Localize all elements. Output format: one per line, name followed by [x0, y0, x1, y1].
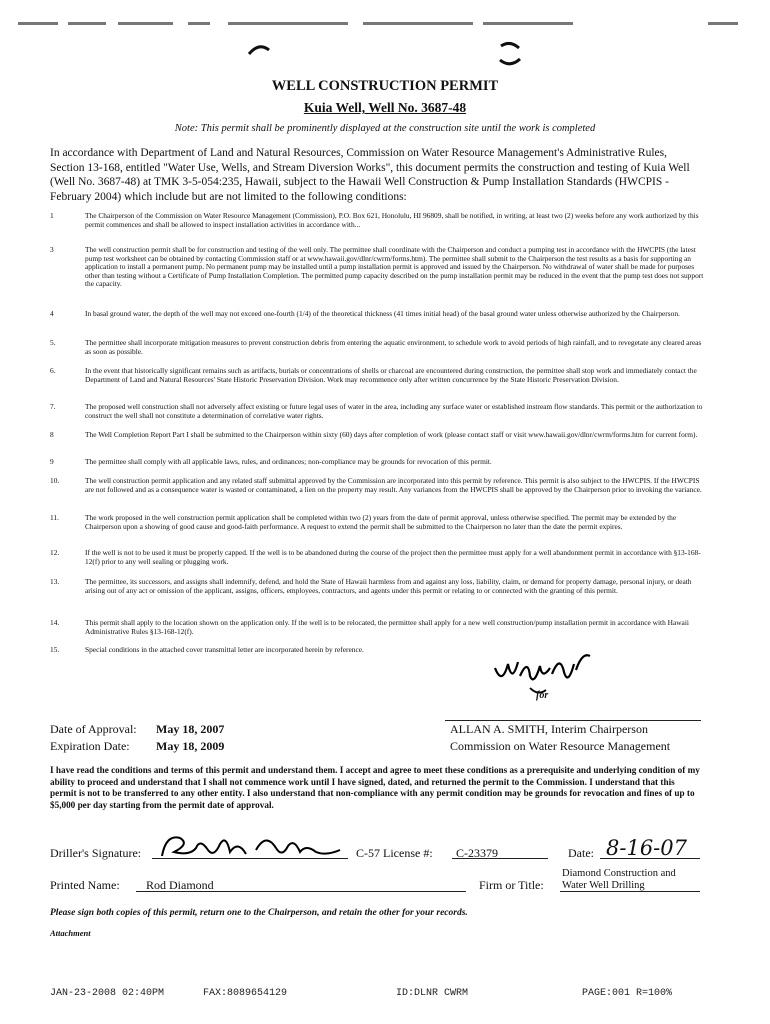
condition-number: 15.: [50, 645, 60, 654]
condition-text: The permittee shall comply with all applicable laws, rules, and ordinances; non-compliance may be grounds for revocation of this permit.: [85, 458, 492, 466]
hole-punch-mark: [495, 40, 525, 68]
condition-text: The permittee, its successors, and assigns shall indemnify, defend, and hold the State of Hawaii harmless from and against any loss, liability, claim, or demand for property damage, personal injury, or death arising out of any act or omission of the applicant, assigns, officers, employees, contractors, and agents under this permit or relating to or connected with the granting of this permit.: [85, 578, 692, 595]
fax-header-strip: [18, 10, 758, 38]
commission-signature: [490, 646, 610, 706]
condition-text: The permittee shall incorporate mitigation measures to prevent construction debris from entering the aquatic environment, to schedule work to avoid periods of high rainfall, and to revegetate any cleared areas as soon as possible.: [85, 339, 702, 356]
condition-number: 9: [50, 457, 54, 466]
firm-label: Firm or Title:: [479, 878, 544, 892]
condition-text: This permit shall apply to the location shown on the application only. If the well is to be relocated, the permittee shall apply for a new well construction/pump installation permit in accordance with Hawaii Administrative Rules §13-168-12(f).: [85, 619, 689, 636]
expiration-date-value: May 18, 2009: [156, 739, 225, 753]
approval-date-label: Date of Approval:: [50, 722, 137, 736]
driller-signature: [156, 830, 346, 864]
condition-text: Special conditions in the attached cover transmittal letter are incorporated herein by reference.: [85, 646, 364, 654]
condition-text: The Well Completion Report Part I shall be submitted to the Chairperson within sixty (60) days after completion of work (please contact staff or visit www.hawaii.gov/dlnr/cwrm/forms.htm for current form).: [85, 431, 698, 439]
chairperson-org: Commission on Water Resource Management: [450, 739, 671, 753]
condition-item: [50, 458, 700, 470]
condition-number: 1: [50, 211, 54, 220]
condition-number: 4: [50, 309, 54, 318]
chairperson-signature-line: [445, 720, 701, 721]
expiration-date-label: Expiration Date:: [50, 739, 130, 753]
acknowledgement-paragraph: I have read the conditions and terms of this permit and understand them. I accept and agree to meet these conditions as a prerequisite and underlying condition of my ability to proceed and understand that I shall not commence work until I have signed, dated, and returned the permit to the Commission. I understand that this permit is not to be transferred to any other entity. I also understand that non-compliance with any permit condition may be grounds for revocation and fines of up to $5,000 per day starting from the permit date of approval.: [50, 765, 700, 810]
condition-text: In basal ground water, the depth of the well may not exceed one-fourth (1/4) of the theoretical thickness (41 times initial head) of the basal ground water unless otherwise authorized by the Chairperson.: [85, 310, 680, 318]
condition-item: [50, 619, 700, 639]
condition-item: [50, 549, 700, 571]
fax-date-time: JAN-23-2008 02:40PM: [50, 988, 165, 999]
for-text: for: [536, 690, 549, 701]
firm-value-line-2: Water Well Drilling: [562, 880, 645, 891]
instructions-text: Please sign both copies of this permit, return one to the Chairperson, and retain the other for your records.: [50, 908, 468, 918]
condition-number: 11.: [50, 513, 59, 522]
condition-number: 5.: [50, 338, 56, 347]
condition-text: The proposed well construction shall not adversely affect existing or future legal uses of water in the area, including any surface water or established instream flow standards. This permit or the authorization to construct the well shall not constitute a determination of correlative water rights.: [85, 403, 703, 420]
license-label: C-57 License #:: [356, 846, 433, 860]
condition-number: 8: [50, 430, 54, 439]
approval-date-value: May 18, 2007: [156, 722, 225, 736]
firm-line: [560, 891, 700, 892]
condition-item: [50, 212, 700, 238]
condition-item: [50, 402, 703, 425]
condition-item: [50, 431, 700, 453]
printed-name-value: Rod Diamond: [146, 878, 214, 892]
permit-subtitle: Kuia Well, Well No. 3687-48: [303, 100, 467, 115]
driller-signature-label: Driller's Signature:: [50, 846, 142, 860]
condition-text: The Chairperson of the Commission on Water Resource Management (Commission), P.O. Box 621, Honolulu, HI 96809, shall be notified, in writing, at least two (2) weeks before any work authorized by this permit commences and shall be allowed to inspect installation activities in accordance with...: [85, 212, 699, 229]
condition-text: The work proposed in the well construction permit application shall be completed within two (2) years from the date of permit approval, unless otherwise specified. The permit may be extended by the Chairperson upon a showing of good cause and good-faith performance. A request to extend the permit shall be submitted to the Chairperson no later than the date the permit expires.: [85, 514, 677, 531]
driller-date-label: Date:: [568, 846, 594, 860]
condition-item: [50, 310, 700, 332]
permit-note: Note: This permit shall be prominently displayed at the construction site until the work is completed: [174, 123, 596, 134]
condition-number: 3: [50, 245, 54, 254]
condition-number: 6.: [50, 366, 56, 375]
driller-date-value: 8-16-07: [606, 836, 687, 860]
intro-paragraph: In accordance with Department of Land and Natural Resources, Commission on Water Resource Management's Administrative Rules, Section 13-168, entitled "Water Use, Wells, and Stream Diversion Works", this document permits the construction and testing of Kuia Well (Well No. 3687-48) at TMK 3-5-054:235, Hawaii, subject to the Hawaii Well Construction & Pump Installation Standards (HWCPIS - February 2004) which include but are not limited to the following conditions:: [50, 147, 690, 203]
condition-item: [50, 578, 700, 612]
condition-item: [50, 477, 700, 507]
condition-number: 10.: [50, 476, 60, 485]
condition-number: 12.: [50, 548, 60, 557]
condition-text: In the event that historically significant remains such as artifacts, burials or concentrations of shells or charcoal are encountered during construction, the permittee shall stop work and immediately contact the Department of Land and Natural Resources' State Historic Preservation Division. Work may recommence only after written concurrence by the State Historic Preservation Division.: [85, 367, 697, 384]
printed-name-label: Printed Name:: [50, 878, 120, 892]
staple-mark-left: [245, 40, 275, 60]
condition-text: If the well is not to be used it must be properly capped. If the well is to be abandoned during the course of the project then the permittee must apply for a well abandonment permit in accordance with §13-168-12(f) prior to any well sealing or plugging work.: [85, 549, 701, 566]
condition-number: 13.: [50, 577, 60, 586]
condition-item: [50, 367, 700, 397]
condition-item: [50, 339, 700, 361]
condition-number: 14.: [50, 618, 60, 627]
fax-page: PAGE:001 R=100%: [582, 988, 673, 999]
firm-value-line-1: Diamond Construction and: [562, 868, 676, 879]
chairperson-name: ALLAN A. SMITH, Interim Chairperson: [450, 722, 648, 736]
condition-text: The well construction permit shall be for construction and testing of the well only. The permittee shall coordinate with the Chairperson and conduct a pumping test in accordance with the HWCPIS (the latest pump test worksheet can be obtained by contacting Commission staff or at www.hawaii.gov/dlnr/cwrm/forms.htm). The permittee shall submit to the Chairperson the test results as a basis for supporting an application to install a permanent pump. No permanent pump may be installed until a pump installation permit is approved and issued by the Chairperson. No withdrawal of water shall be made for purposes other than testing without a Certificate of Pump Installation Completion. The permitted pump capacity described on the pump installation permit may be reduced in the event that the pump test does not support the capacity.: [85, 246, 704, 289]
condition-number: 7.: [50, 402, 56, 411]
permit-title: WELL CONSTRUCTION PERMIT: [271, 78, 499, 94]
attachment-text: Attachment: [50, 928, 91, 938]
condition-item: [50, 245, 704, 302]
condition-text: The well construction permit application and any related staff submittal approved by the Commission are incorporated into this permit by reference. This permit is also subject to the HWCPIS. If the HWCPIS are not followed and as a consequence water is wasted or contaminated, a lien on the property may result. Any variances from the HWCPIS shall be approved by the Chairperson prior to invoking the variance.: [85, 477, 702, 494]
license-value: C-23379: [456, 846, 498, 860]
fax-header-noise: [18, 10, 758, 38]
fax-number: FAX:8089654129: [203, 988, 288, 999]
condition-item: [50, 514, 700, 542]
fax-id: ID:DLNR CWRM: [396, 988, 469, 999]
